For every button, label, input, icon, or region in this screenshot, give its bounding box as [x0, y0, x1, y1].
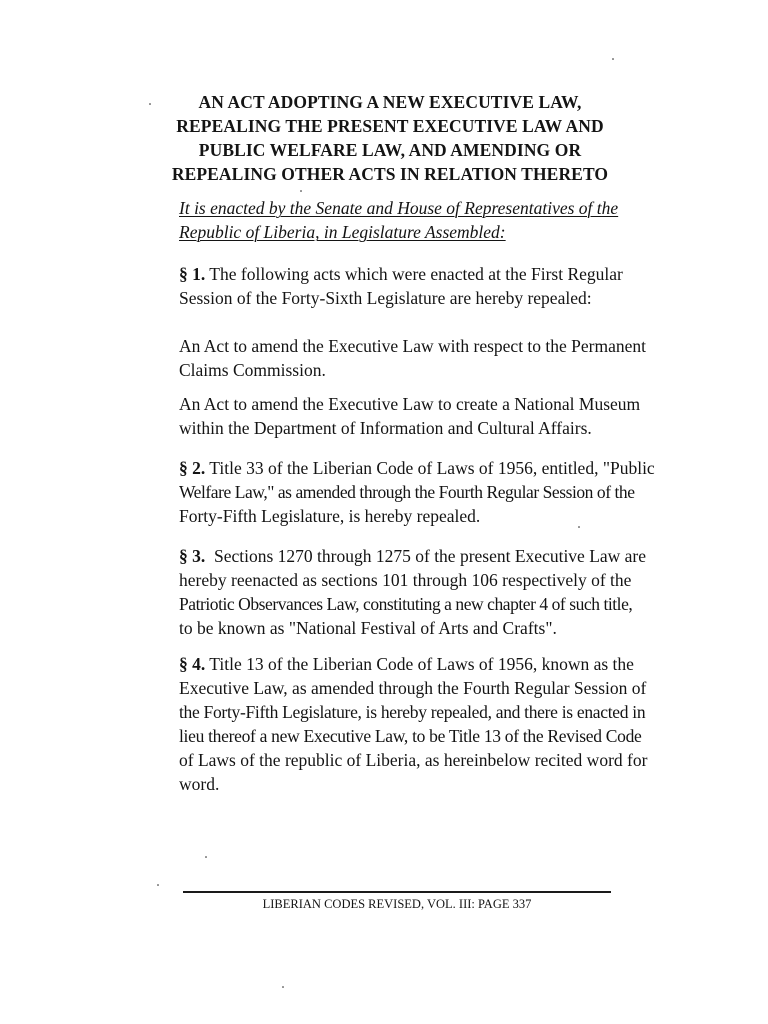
- section-2-text: Title 33 of the Liberian Code of Laws of 1956, entitled, "Public: [205, 458, 655, 478]
- act-title: [170, 90, 610, 186]
- section-4: [179, 652, 648, 796]
- repealed-act-1: [179, 334, 647, 382]
- scan-speck: [149, 103, 151, 105]
- repealed-act-1-line: An Act to amend the Executive Law with respect to the Permanent: [179, 336, 647, 356]
- scan-speck: [157, 884, 159, 886]
- scan-speck: [612, 58, 614, 60]
- section-3: [179, 544, 647, 640]
- section-4-line: the Forty-Fifth Legislature, is hereby repealed, and there is enacted in: [179, 702, 646, 722]
- section-3-marker: § 3.: [179, 546, 206, 566]
- section-1-line: Session of the Forty-Sixth Legislature are hereby repealed:: [179, 288, 592, 308]
- section-1: [179, 262, 623, 310]
- section-2-line: Welfare Law," as amended through the Fourth Regular Session of the: [179, 482, 635, 502]
- section-3-text: Sections 1270 through 1275 of the present Executive Law are: [205, 546, 647, 566]
- section-4-line: [179, 652, 634, 676]
- scan-speck: [282, 986, 284, 988]
- section-3-line: [179, 544, 647, 568]
- repealed-act-2-line: An Act to amend the Executive Law to create a National Museum: [179, 394, 641, 414]
- title-line: PUBLIC WELFARE LAW, AND AMENDING OR: [198, 140, 582, 160]
- section-2-line: Forty-Fifth Legislature, is hereby repealed.: [179, 506, 481, 526]
- section-1-marker: § 1.: [179, 264, 206, 284]
- enacting-line: Republic of Liberia, in Legislature Assembled:: [179, 222, 506, 242]
- section-1-line: [179, 262, 623, 286]
- footer-rule: [183, 891, 611, 893]
- repealed-act-1-line: Claims Commission.: [179, 360, 326, 380]
- scan-speck: [300, 190, 302, 192]
- page-footer: LIBERIAN CODES REVISED, VOL. III: PAGE 337: [262, 897, 532, 911]
- repealed-act-2: [179, 392, 641, 440]
- repealed-act-2-line: within the Department of Information and Cultural Affairs.: [179, 418, 592, 438]
- section-4-line: lieu thereof a new Executive Law, to be Title 13 of the Revised Code: [179, 726, 642, 746]
- section-2-marker: § 2.: [179, 458, 206, 478]
- section-3-line: Patriotic Observances Law, constituting a new chapter 4 of such title,: [179, 594, 633, 614]
- enacting-line: It is enacted by the Senate and House of Representatives of the: [179, 198, 619, 218]
- section-3-line: hereby reenacted as sections 101 through 106 respectively of the: [179, 570, 632, 590]
- title-line: REPEALING THE PRESENT EXECUTIVE LAW AND: [176, 116, 604, 136]
- enacting-clause: [179, 196, 619, 244]
- section-2: [179, 456, 655, 528]
- scan-speck: [205, 856, 207, 858]
- section-4-line: of Laws of the republic of Liberia, as hereinbelow recited word for: [179, 750, 648, 770]
- section-1-text: The following acts which were enacted at the First Regular: [205, 264, 623, 284]
- scan-speck: [578, 526, 580, 528]
- section-2-line: [179, 456, 655, 480]
- title-line: REPEALING OTHER ACTS IN RELATION THERETO: [171, 164, 609, 184]
- section-4-text: Title 13 of the Liberian Code of Laws of 1956, known as the: [205, 654, 634, 674]
- section-4-marker: § 4.: [179, 654, 206, 674]
- section-3-line: to be known as "National Festival of Arts and Crafts".: [179, 618, 557, 638]
- section-4-line: word.: [179, 774, 220, 794]
- title-line: AN ACT ADOPTING A NEW EXECUTIVE LAW,: [198, 92, 582, 112]
- section-4-line: Executive Law, as amended through the Fourth Regular Session of: [179, 678, 647, 698]
